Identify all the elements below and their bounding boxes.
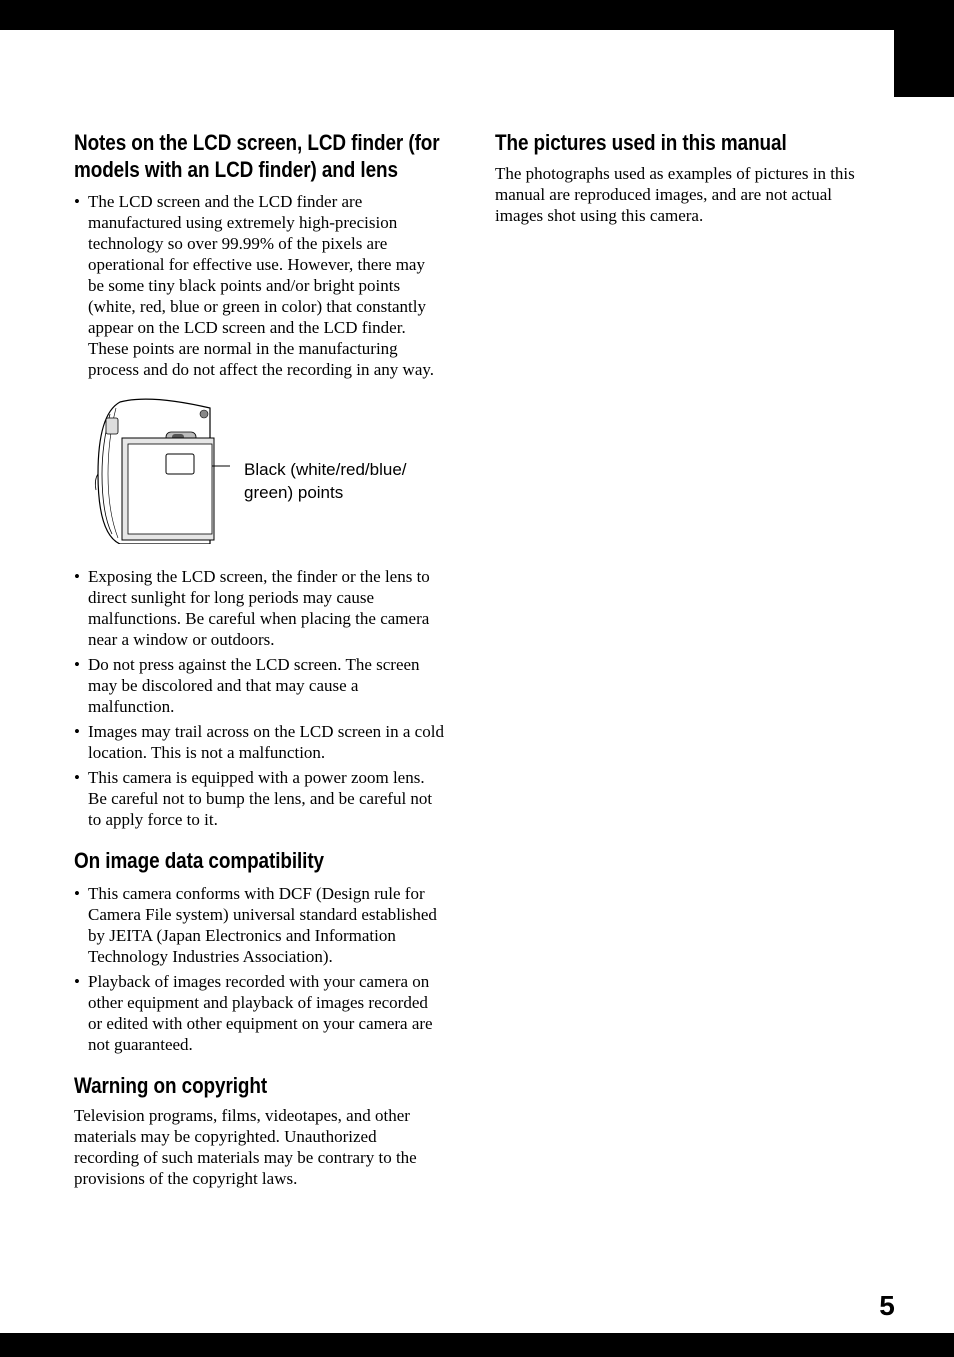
list-item	[74, 883, 444, 967]
list-item	[74, 767, 444, 830]
compat-section-heading: On image data compatibility	[74, 848, 325, 873]
list-item	[74, 654, 444, 717]
right-column	[495, 130, 865, 226]
bullet-text: The LCD screen and the LCD finder are manufactured using extremely high-precision technology so over 99.99% of the pixels are operational for effective use. However, there may be some tiny black points and/or bright points (white, red, blue or green in color) that constantly appear on the LCD screen and the LCD finder. These points are normal in the manufacturing process and do not affect the recording in any way.	[88, 192, 435, 379]
lcd-section-heading: Notes on the LCD screen, LCD finder (for models with an LCD finder) and lens	[74, 130, 440, 182]
lcd-bullets-before	[74, 191, 444, 380]
bullet-text: This camera conforms with DCF (Design rule for Camera File system) universal standard established by JEITA (Japan Electronics and Information Technology Industries Association).	[88, 883, 437, 966]
bullet-mark: •	[74, 971, 80, 991]
lcd-bullets-after	[74, 566, 444, 830]
bullet-text: Images may trail across on the LCD screen in a cold location. This is not a malfunction.	[88, 722, 444, 762]
corner-tab	[894, 30, 954, 97]
bottom-black-bar	[0, 1333, 954, 1357]
figure-caption: Black (white/red/blue/ green) points	[244, 460, 407, 502]
compat-bullets	[74, 883, 444, 1055]
list-item	[74, 721, 444, 763]
camera-lcd-illustration	[90, 394, 230, 544]
bullet-text: Playback of images recorded with your camera on other equipment and playback of images recorded or edited with other equipment on your camera are not guaranteed.	[88, 971, 433, 1054]
pictures-body: The photographs used as examples of pictures in this manual are reproduced images, and are not actual images shot using this camera.	[495, 163, 855, 225]
list-item	[74, 971, 444, 1055]
bullet-text: Exposing the LCD screen, the finder or the lens to direct sunlight for long periods may cause malfunctions. Be careful when placing the camera near a window or outdoors.	[88, 567, 430, 649]
bullet-mark: •	[74, 883, 80, 903]
bullet-text: This camera is equipped with a power zoom lens. Be careful not to bump the lens, and be careful not to apply force to it.	[88, 768, 433, 829]
page-number: 5	[879, 1290, 895, 1321]
bullet-mark: •	[74, 567, 80, 586]
bullet-mark: •	[74, 655, 80, 674]
bullet-mark: •	[74, 768, 80, 787]
bullet-mark: •	[74, 192, 80, 211]
copyright-section-heading: Warning on copyright	[74, 1072, 268, 1098]
left-column	[74, 130, 444, 1189]
list-item	[74, 566, 444, 650]
bullet-text: Do not press against the LCD screen. The screen may be discolored and that may cause a malfunction.	[88, 655, 420, 716]
list-item	[74, 191, 444, 380]
pictures-section-heading: The pictures used in this manual	[495, 130, 787, 155]
top-black-bar	[0, 0, 954, 30]
camera-figure	[74, 394, 444, 554]
bullet-mark: •	[74, 722, 80, 741]
copyright-body: Television programs, films, videotapes, and other materials may be copyrighted. Unauthorized recording of such materials may be contrary to the provisions of the copyright laws.	[74, 1106, 417, 1188]
